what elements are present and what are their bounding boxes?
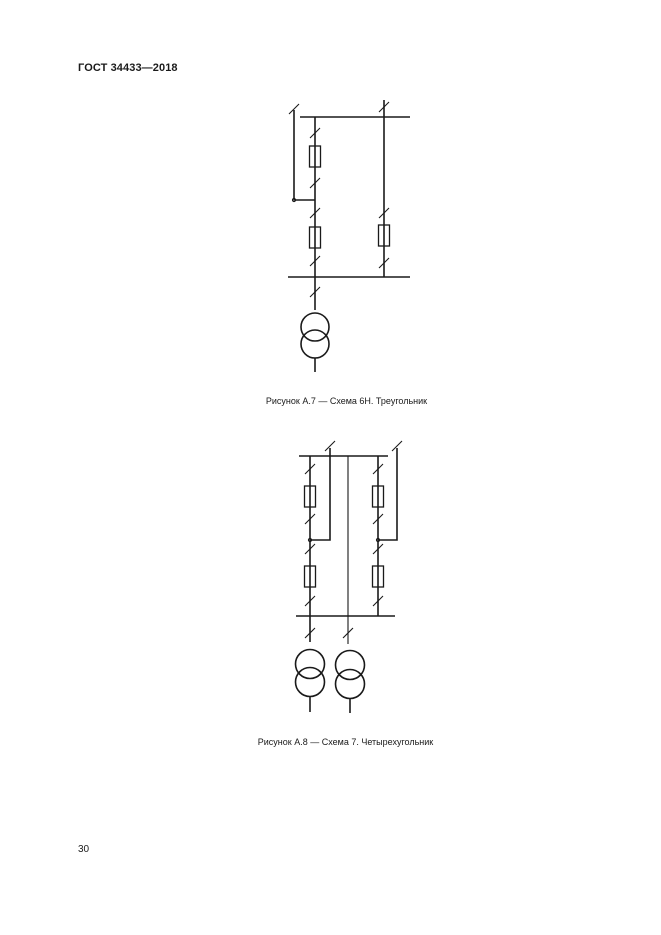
a7-transformer-winding-upper xyxy=(301,313,329,341)
document-header: ГОСТ 34433—2018 xyxy=(78,62,178,74)
a8-transformer1-winding-lower xyxy=(296,668,325,697)
a8-right-loop xyxy=(378,448,397,540)
page-number: 30 xyxy=(78,844,90,855)
figure-a8-caption: Рисунок А.8 — Схема 7. Четырехугольник xyxy=(257,737,434,747)
a8-transformer1-winding-upper xyxy=(296,650,325,679)
a7-transformer-winding-lower xyxy=(301,330,329,358)
figure-a7-caption: Рисунок А.7 — Схема 6Н. Треугольник xyxy=(265,396,428,406)
a8-transformer2-winding-lower xyxy=(336,670,365,699)
a8-left-loop xyxy=(310,448,330,540)
a8-transformer2-winding-upper xyxy=(336,651,365,680)
